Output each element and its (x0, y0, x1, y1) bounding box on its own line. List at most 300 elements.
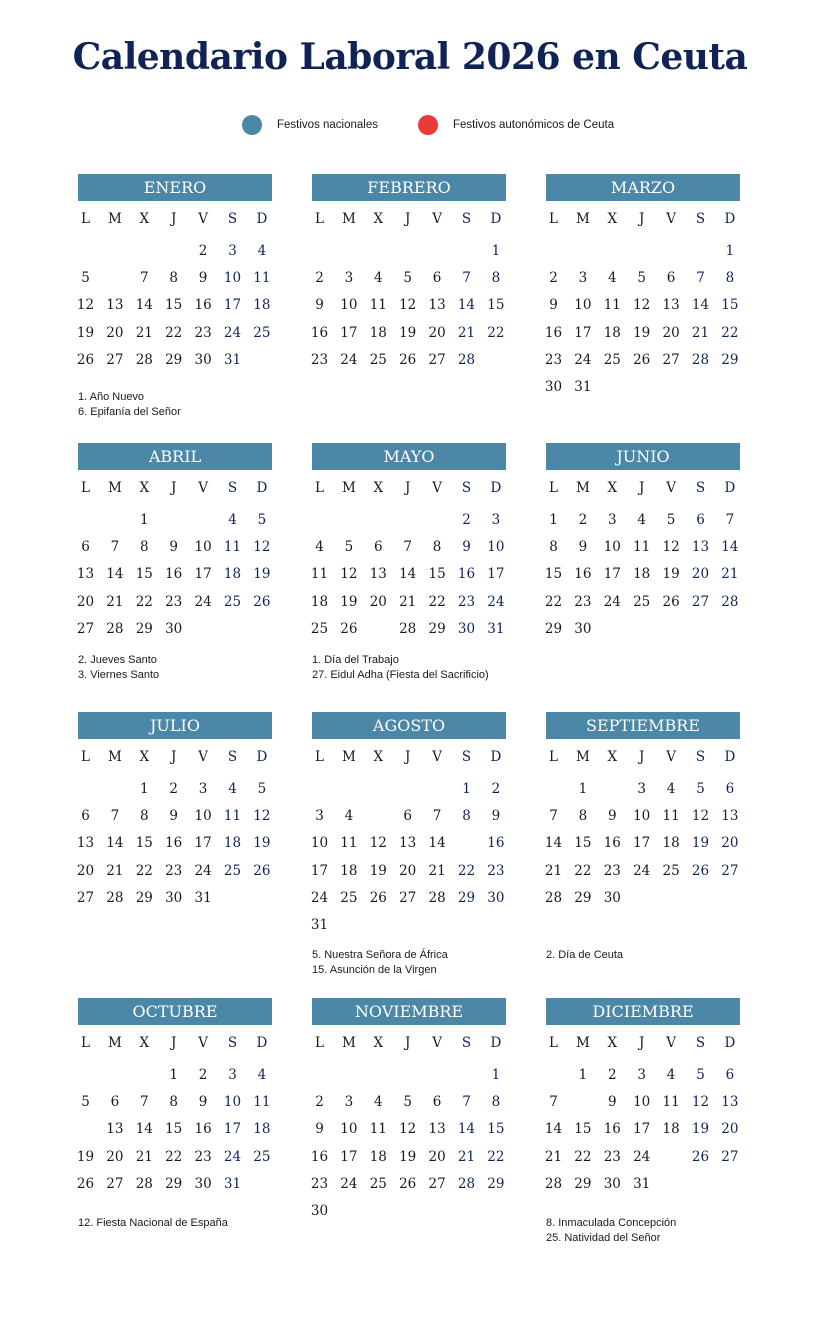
day-cell: 1 (462, 781, 471, 797)
day-cell: 25 (223, 593, 242, 610)
weekday-label: X (607, 749, 618, 765)
day-cell: 23 (544, 351, 563, 368)
day-cell: 21 (135, 1148, 153, 1165)
day-cell: 26 (340, 620, 358, 637)
day-cell: 30 (310, 1203, 329, 1219)
day-cell: 29 (165, 1175, 183, 1192)
day-cell: 10 (633, 808, 651, 825)
day-cell: 17 (194, 566, 212, 583)
day-cell: 6 (725, 781, 735, 797)
day-cell: 20 (691, 566, 710, 583)
day-cell: 29 (457, 889, 476, 906)
holiday-day-autonomico: 2 (598, 778, 627, 800)
day-cell: 25 (340, 889, 358, 906)
day-cell: 16 (310, 1148, 329, 1165)
day-cell: 20 (428, 324, 446, 341)
weekday-label: V (198, 749, 208, 765)
day-cell: 30 (194, 1175, 212, 1192)
day-cell: 6 (81, 808, 90, 825)
weekday-label: M (341, 749, 356, 765)
day-cell: 16 (194, 297, 212, 314)
day-cell: 12 (369, 835, 387, 852)
day-cell: 2 (608, 1067, 617, 1083)
day-cell: 23 (165, 593, 183, 610)
weekday-label: L (315, 480, 324, 496)
weekday-row (546, 209, 752, 229)
day-cell: 8 (462, 808, 471, 825)
weekday-label: L (315, 1035, 324, 1051)
day-cell: 27 (76, 620, 95, 637)
day-cell: 10 (340, 1121, 358, 1138)
day-cell: 4 (257, 243, 267, 259)
day-cell: 30 (603, 1175, 621, 1192)
day-cell: 31 (223, 351, 242, 368)
holiday-notes-mayo (312, 653, 542, 683)
day-grid (78, 778, 284, 918)
month-marzo (546, 174, 752, 436)
weekday-label: S (227, 480, 238, 496)
day-cell: 16 (574, 566, 592, 583)
day-cell: 23 (574, 593, 592, 610)
weekday-row (78, 747, 284, 767)
day-cell: 12 (691, 1094, 710, 1111)
day-cell: 1 (725, 243, 735, 259)
weekday-label: X (373, 211, 384, 227)
weekday-row (78, 1033, 284, 1053)
day-grid (546, 509, 752, 649)
day-cell: 11 (253, 1094, 271, 1111)
day-cell: 16 (310, 324, 329, 341)
day-cell: 27 (691, 593, 710, 610)
weekday-row (78, 209, 284, 229)
day-cell: 14 (457, 1121, 476, 1138)
day-cell: 26 (399, 351, 417, 368)
day-cell: 17 (633, 835, 651, 852)
day-cell: 22 (428, 593, 446, 610)
day-cell: 26 (369, 889, 387, 906)
day-cell: 13 (76, 566, 95, 583)
legend-label-autonomico: Festivos autonómicos de Ceuta (453, 119, 615, 131)
day-cell: 26 (691, 862, 710, 879)
day-cell: 9 (315, 297, 324, 314)
weekday-label: S (227, 749, 238, 765)
day-cell: 28 (428, 889, 446, 906)
day-cell: 19 (399, 1148, 417, 1165)
day-cell: 9 (549, 297, 558, 314)
day-cell: 27 (399, 889, 417, 906)
holiday-notes-diciembre (546, 1216, 776, 1246)
day-cell: 4 (228, 512, 237, 528)
day-grid (312, 240, 518, 380)
day-cell: 5 (257, 781, 267, 797)
legend-item-autonomico (418, 113, 614, 137)
day-cell: 9 (578, 539, 588, 556)
day-cell: 3 (491, 512, 501, 528)
holiday-day-nacional: 3 (189, 509, 218, 531)
day-cell: 18 (662, 835, 680, 852)
day-cell: 16 (457, 566, 476, 583)
holiday-notes-enero (78, 390, 308, 420)
day-cell: 13 (428, 297, 446, 314)
legend-label-nacional: Festivos nacionales (277, 119, 378, 131)
day-cell: 9 (608, 1094, 617, 1111)
day-cell: 9 (198, 1094, 208, 1111)
day-cell: 14 (399, 566, 417, 583)
day-cell: 5 (403, 270, 412, 287)
day-cell: 10 (310, 835, 329, 852)
weekday-label: D (256, 1035, 268, 1051)
day-cell: 23 (194, 1148, 212, 1165)
month-header: MARZO (546, 174, 740, 201)
page-title: Calendario Laboral 2026 en Ceuta (72, 36, 748, 78)
day-cell: 23 (165, 862, 183, 879)
day-cell: 11 (603, 297, 621, 314)
weekday-label: X (373, 480, 384, 496)
legend-dot-autonomico (418, 115, 438, 135)
weekday-label: V (432, 749, 442, 765)
day-cell: 13 (399, 835, 417, 852)
weekday-label: J (638, 480, 645, 496)
day-cell: 1 (140, 512, 149, 528)
weekday-label: V (666, 1035, 676, 1051)
day-cell: 24 (574, 351, 592, 368)
day-cell: 8 (725, 270, 735, 287)
day-cell: 22 (135, 862, 153, 879)
day-cell: 10 (223, 270, 242, 287)
day-cell: 6 (432, 1094, 442, 1111)
holiday-note: 15. Asunción de la Virgen (312, 964, 437, 976)
weekday-label: J (170, 211, 177, 227)
weekday-label: D (256, 749, 268, 765)
day-cell: 5 (696, 781, 705, 797)
day-cell: 17 (223, 297, 242, 314)
day-cell: 15 (487, 1121, 505, 1138)
day-cell: 21 (691, 324, 710, 341)
day-cell: 18 (310, 593, 329, 610)
day-cell: 25 (369, 1175, 387, 1192)
day-cell: 1 (491, 1067, 501, 1083)
day-cell: 21 (399, 593, 417, 610)
day-cell: 11 (223, 539, 242, 556)
day-cell: 30 (603, 889, 621, 906)
weekday-label: J (404, 211, 411, 227)
day-cell: 18 (253, 297, 271, 314)
weekday-row (312, 209, 518, 229)
month-header: SEPTIEMBRE (546, 712, 740, 739)
weekday-label: V (666, 211, 676, 227)
day-cell: 15 (135, 835, 153, 852)
weekday-label: S (461, 480, 472, 496)
day-cell: 12 (340, 566, 358, 583)
day-cell: 1 (578, 1067, 588, 1083)
day-cell: 25 (369, 351, 387, 368)
day-cell: 30 (487, 889, 505, 906)
weekday-label: S (227, 211, 238, 227)
day-cell: 2 (198, 243, 208, 259)
day-cell: 3 (608, 512, 617, 528)
day-cell: 27 (662, 351, 680, 368)
day-cell: 10 (603, 539, 621, 556)
weekday-label: L (81, 749, 90, 765)
day-cell: 27 (106, 351, 124, 368)
day-cell: 16 (603, 835, 621, 852)
day-cell: 28 (457, 1175, 476, 1192)
day-cell: 16 (165, 566, 183, 583)
day-cell: 10 (487, 539, 505, 556)
weekday-row (546, 478, 752, 498)
day-cell: 9 (315, 1121, 324, 1138)
day-cell: 30 (165, 889, 183, 906)
month-header: ABRIL (78, 443, 272, 470)
holiday-day-nacional: 1 (423, 509, 452, 531)
day-cell: 12 (399, 1121, 417, 1138)
month-agosto (312, 712, 518, 974)
weekday-label: D (256, 211, 268, 227)
month-febrero (312, 174, 518, 436)
day-cell: 28 (399, 620, 417, 637)
weekday-label: J (638, 211, 645, 227)
weekday-label: M (575, 1035, 590, 1051)
month-header: MAYO (312, 443, 506, 470)
day-cell: 5 (81, 1094, 90, 1111)
weekday-label: S (461, 211, 472, 227)
day-cell: 7 (725, 512, 735, 528)
weekday-label: V (432, 480, 442, 496)
weekday-label: X (139, 1035, 150, 1051)
weekday-label: D (724, 1035, 736, 1051)
day-cell: 14 (457, 297, 476, 314)
day-cell: 17 (223, 1121, 242, 1138)
day-cell: 29 (721, 351, 739, 368)
month-junio (546, 443, 752, 705)
day-cell: 10 (574, 297, 592, 314)
day-cell: 28 (721, 593, 739, 610)
day-cell: 12 (691, 808, 710, 825)
holiday-day-nacional: 15 (452, 832, 481, 854)
day-cell: 8 (169, 270, 178, 287)
weekday-label: S (695, 480, 706, 496)
day-cell: 26 (253, 593, 271, 610)
day-cell: 12 (253, 808, 271, 825)
day-cell: 2 (462, 512, 471, 528)
weekday-row (546, 1033, 752, 1053)
day-cell: 13 (691, 539, 710, 556)
day-cell: 4 (374, 1094, 383, 1111)
weekday-label: L (315, 211, 324, 227)
day-cell: 8 (491, 1094, 501, 1111)
day-cell: 2 (169, 781, 178, 797)
month-header: AGOSTO (312, 712, 506, 739)
day-cell: 21 (544, 1148, 563, 1165)
day-cell: 4 (666, 781, 676, 797)
weekday-label: V (432, 1035, 442, 1051)
day-cell: 11 (662, 1094, 680, 1111)
weekday-label: X (139, 480, 150, 496)
day-cell: 2 (315, 1094, 324, 1111)
weekday-label: M (575, 211, 590, 227)
weekday-label: L (315, 749, 324, 765)
day-cell: 19 (76, 1148, 95, 1165)
weekday-label: L (549, 480, 558, 496)
day-cell: 31 (574, 379, 592, 395)
day-cell: 24 (223, 324, 242, 341)
day-cell: 29 (574, 1175, 592, 1192)
day-cell: 10 (194, 808, 212, 825)
day-cell: 17 (310, 862, 329, 879)
day-cell: 3 (637, 781, 646, 797)
day-cell: 28 (544, 1175, 563, 1192)
day-grid (310, 1064, 518, 1219)
weekday-label: S (461, 1035, 472, 1051)
day-cell: 6 (666, 270, 676, 287)
day-cell: 21 (457, 1148, 476, 1165)
day-cell: 7 (403, 539, 412, 556)
day-cell: 19 (691, 835, 710, 852)
day-cell: 27 (106, 1175, 124, 1192)
day-grid (546, 778, 752, 918)
day-cell: 16 (487, 835, 505, 852)
weekday-label: X (139, 211, 150, 227)
holiday-note: 3. Viernes Santo (78, 669, 160, 681)
day-cell: 6 (374, 539, 383, 556)
day-cell: 14 (428, 835, 446, 852)
day-cell: 7 (696, 270, 705, 287)
day-cell: 31 (223, 1175, 242, 1192)
day-cell: 11 (369, 297, 387, 314)
day-cell: 20 (399, 862, 417, 879)
day-cell: 1 (491, 243, 501, 259)
weekday-label: M (107, 1035, 122, 1051)
day-cell: 3 (344, 1094, 354, 1111)
month-header: ENERO (78, 174, 272, 201)
day-cell: 24 (633, 1148, 651, 1165)
day-cell: 25 (253, 324, 271, 341)
day-cell: 3 (578, 270, 588, 287)
day-cell: 9 (462, 539, 471, 556)
day-cell: 15 (487, 297, 505, 314)
day-cell: 28 (135, 1175, 153, 1192)
day-cell: 15 (574, 835, 592, 852)
day-cell: 11 (633, 539, 651, 556)
month-septiembre (546, 712, 752, 974)
weekday-label: J (404, 749, 411, 765)
day-cell: 18 (633, 566, 651, 583)
day-cell: 24 (340, 351, 358, 368)
day-cell: 15 (165, 297, 183, 314)
day-cell: 24 (223, 1148, 242, 1165)
day-cell: 17 (603, 566, 621, 583)
day-cell: 20 (428, 1148, 446, 1165)
day-cell: 14 (544, 1121, 563, 1138)
day-cell: 28 (135, 351, 153, 368)
day-grid (78, 240, 284, 380)
holiday-note: 2. Jueves Santo (78, 654, 157, 666)
day-cell: 23 (487, 862, 505, 879)
day-cell: 25 (223, 862, 242, 879)
day-cell: 8 (432, 539, 442, 556)
weekday-label: S (695, 1035, 706, 1051)
weekday-label: D (724, 480, 736, 496)
day-cell: 17 (340, 324, 358, 341)
weekday-row (546, 747, 752, 767)
day-cell: 3 (315, 808, 324, 825)
day-cell: 29 (165, 351, 183, 368)
day-cell: 19 (76, 324, 95, 341)
day-cell: 1 (140, 781, 149, 797)
day-cell: 21 (106, 593, 124, 610)
day-cell: 15 (544, 566, 563, 583)
day-cell: 16 (544, 324, 563, 341)
day-cell: 8 (169, 1094, 178, 1111)
holiday-note: 1. Día del Trabajo (312, 654, 399, 666)
weekday-label: J (638, 749, 645, 765)
weekday-label: V (198, 1035, 208, 1051)
day-cell: 7 (140, 1094, 149, 1111)
day-cell: 1 (578, 781, 588, 797)
day-cell: 4 (257, 1067, 267, 1083)
day-cell: 11 (310, 566, 329, 583)
day-cell: 23 (194, 324, 212, 341)
day-cell: 3 (344, 270, 354, 287)
day-cell: 18 (369, 1148, 387, 1165)
day-cell: 4 (344, 808, 354, 825)
day-cell: 9 (169, 539, 178, 556)
day-cell: 8 (491, 270, 501, 287)
day-cell: 5 (637, 270, 646, 287)
day-cell: 29 (487, 1175, 505, 1192)
day-cell: 20 (106, 1148, 124, 1165)
weekday-label: D (490, 749, 502, 765)
day-cell: 5 (344, 539, 354, 556)
day-cell: 20 (369, 593, 387, 610)
month-julio (78, 712, 284, 974)
weekday-label: D (490, 211, 502, 227)
day-cell: 30 (457, 620, 476, 637)
day-cell: 10 (194, 539, 212, 556)
day-cell: 2 (578, 512, 588, 528)
weekday-label: X (607, 1035, 618, 1051)
day-grid (78, 1064, 284, 1204)
day-cell: 18 (369, 324, 387, 341)
day-cell: 1 (549, 512, 558, 528)
day-cell: 5 (666, 512, 676, 528)
day-cell: 4 (374, 270, 383, 287)
legend-dot-nacional (242, 115, 262, 135)
day-cell: 19 (253, 835, 271, 852)
day-cell: 3 (198, 781, 208, 797)
day-cell: 14 (721, 539, 739, 556)
day-cell: 29 (544, 620, 563, 637)
holiday-note: 12. Fiesta Nacional de España (78, 1217, 228, 1229)
day-cell: 21 (457, 324, 476, 341)
day-cell: 15 (574, 1121, 592, 1138)
day-cell: 23 (457, 593, 476, 610)
day-cell: 7 (549, 808, 558, 825)
day-cell: 22 (721, 324, 739, 341)
day-cell: 2 (549, 270, 558, 287)
weekday-label: D (490, 480, 502, 496)
day-cell: 25 (603, 351, 621, 368)
day-cell: 5 (81, 270, 90, 287)
day-grid (310, 778, 518, 933)
day-cell: 10 (340, 297, 358, 314)
weekday-label: V (666, 749, 676, 765)
day-cell: 18 (340, 862, 358, 879)
holiday-note: 25. Natividad del Señor (546, 1232, 661, 1244)
day-cell: 9 (491, 808, 501, 825)
weekday-row (312, 1033, 518, 1053)
day-cell: 22 (135, 593, 153, 610)
